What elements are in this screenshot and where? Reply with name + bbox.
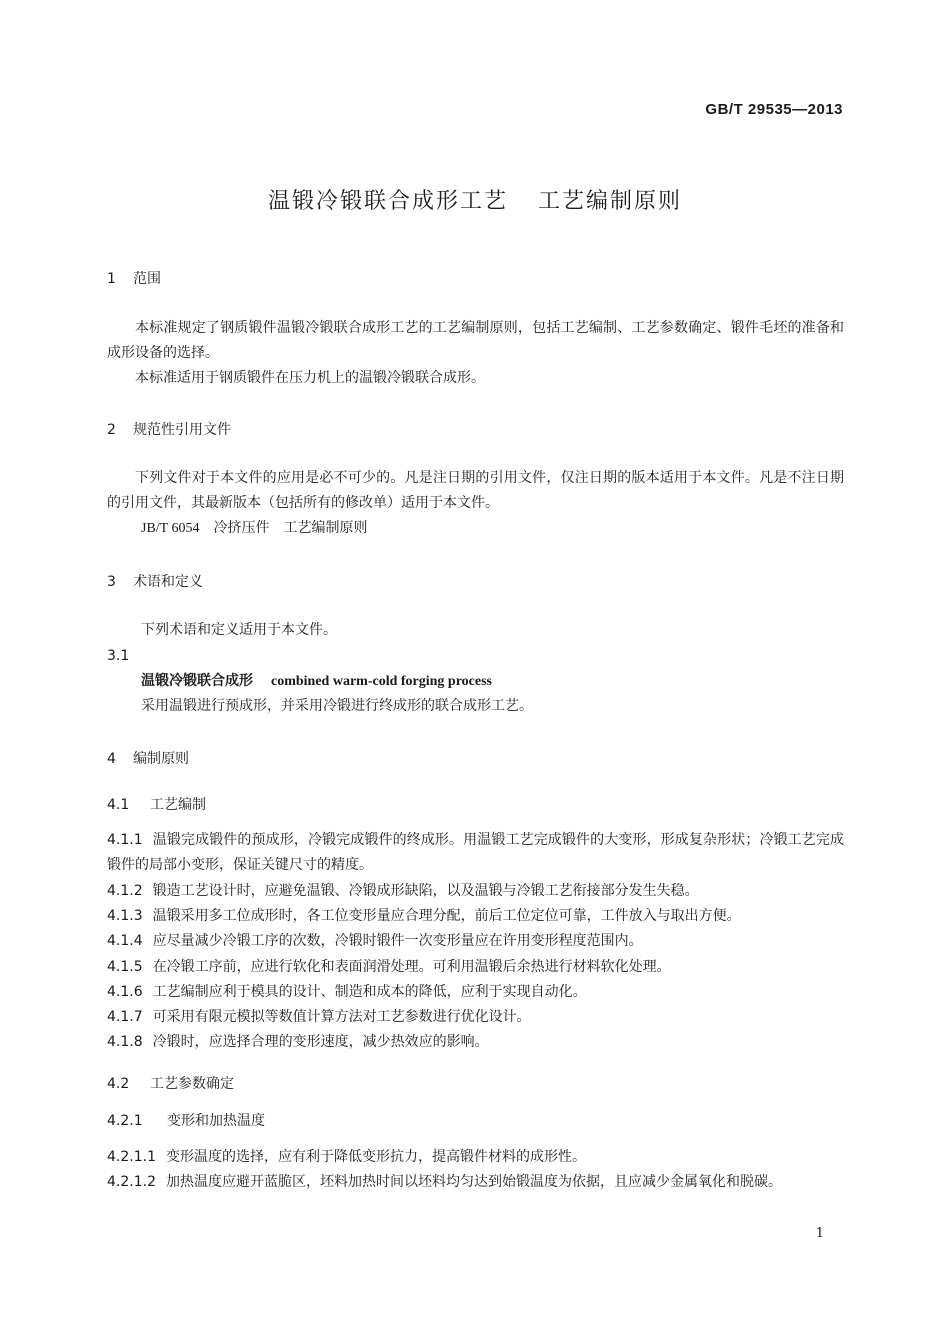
references-paragraph: 下列文件对于本文件的应用是必不可少的。凡是注日期的引用文件，仅注日期的版本适用于本文件。凡是不注日期的引用文件，其最新版本（包括所有的修改单）适用于本文件。: [107, 470, 844, 511]
term-english: combined warm-cold forging process: [271, 674, 492, 689]
clause-4-1-7: [107, 1005, 844, 1030]
clause-text: 应尽量减少冷锻工序的次数，冷锻时锻件一次变形量应在许用变形程度范围内。: [152, 933, 643, 949]
section-heading-principles: [107, 748, 189, 768]
subsection-heading-parameters: [107, 1073, 234, 1093]
section-title: 规范性引用文件: [133, 422, 231, 438]
reference-title-1: 冷挤压件: [213, 520, 270, 536]
clause-number: 4.1.7: [107, 1009, 143, 1025]
clause-text: 锻造工艺设计时，应避免温锻、冷锻成形缺陷，以及温锻与冷锻工艺衔接部分发生失稳。: [152, 883, 699, 899]
section-number: 4: [107, 751, 116, 767]
clause-4-1-6: [107, 980, 844, 1005]
reference-entry: [141, 516, 367, 541]
clause-4-1-3: [107, 904, 844, 929]
clause-text: 在冷锻工序前，应进行软化和表面润滑处理。可利用温锻后余热进行材料软化处理。: [152, 959, 671, 975]
term-entry: [141, 669, 492, 694]
scope-paragraph-1: 本标准规定了钢质锻件温锻冷锻联合成形工艺的工艺编制原则，包括工艺编制、工艺参数确定、锻件毛坯的准备和成形设备的选择。: [107, 320, 844, 361]
section-number: 2: [107, 422, 116, 438]
clause-number: 4.1.6: [107, 984, 143, 1000]
section-number: 1: [107, 271, 116, 287]
clause-number: 4.2.1.2: [107, 1174, 156, 1190]
clause-4-1-8: [107, 1030, 844, 1055]
section-title: 范围: [133, 271, 161, 287]
clause-number: 4.1.1: [107, 832, 143, 848]
subsection-number: 4.2: [107, 1076, 130, 1092]
section-title: 编制原则: [133, 751, 189, 767]
clause-4-1-4: [107, 929, 844, 954]
clause-number: 4.2.1.1: [107, 1149, 156, 1165]
clause-text: 温锻采用多工位成形时，各工位变形量应合理分配，前后工位定位可靠，工件放入与取出方便。: [152, 908, 741, 924]
clause-text: 可采用有限元模拟等数值计算方法对工艺参数进行优化设计。: [152, 1009, 531, 1025]
section-heading-scope: [107, 268, 161, 288]
clause-number: 4.1.4: [107, 933, 143, 949]
clause-4-1-1: [107, 828, 844, 878]
document-title: [0, 184, 950, 215]
clause-number: 4.1.3: [107, 908, 143, 924]
section-number: 3: [107, 574, 116, 590]
term-number: 3.1: [107, 648, 130, 664]
subsubsection-heading-temperature: [107, 1110, 265, 1130]
term-definition: 采用温锻进行预成形，并采用冷锻进行终成形的联合成形工艺。: [141, 698, 533, 714]
clause-number: 4.1.5: [107, 959, 143, 975]
clause-4-1-2: [107, 879, 844, 904]
reference-code: JB/T 6054: [141, 521, 200, 536]
subsection-title: 工艺编制: [150, 797, 206, 813]
clause-text: 工艺编制应利于模具的设计、制造和成本的降低，应利于实现自动化。: [152, 984, 587, 1000]
scope-paragraph-2: 本标准适用于钢质锻件在压力机上的温锻冷锻联合成形。: [135, 370, 485, 386]
clause-text: 变形温度的选择，应有利于降低变形抗力，提高锻件材料的成形性。: [165, 1149, 586, 1165]
clause-text: 加热温度应避开蓝脆区，坯料加热时间以坯料均匀达到始锻温度为依据，且应减少金属氧化和脱碳。: [165, 1174, 782, 1190]
title-part1: 温锻冷锻联合成形工艺: [267, 189, 508, 214]
terms-intro: 下列术语和定义适用于本文件。: [141, 622, 337, 638]
subsubsection-title: 变形和加热温度: [167, 1113, 265, 1129]
term-chinese: 温锻冷锻联合成形: [141, 673, 253, 689]
subsection-title: 工艺参数确定: [150, 1076, 234, 1092]
subsection-number: 4.1: [107, 797, 130, 813]
clause-number: 4.1.8: [107, 1034, 143, 1050]
clause-4-1-5: [107, 955, 844, 980]
clause-number: 4.1.2: [107, 883, 143, 899]
clause-4-2-1-2: [107, 1170, 844, 1195]
subsubsection-number: 4.2.1: [107, 1113, 143, 1129]
section-title: 术语和定义: [133, 574, 203, 590]
clause-text: 冷锻时，应选择合理的变形速度，减少热效应的影响。: [152, 1034, 489, 1050]
reference-title-2: 工艺编制原则: [283, 520, 368, 536]
page-number: 1: [815, 1226, 824, 1241]
section-heading-normative-references: [107, 419, 231, 439]
subsection-heading-process-design: [107, 794, 206, 814]
standard-code: GB/T 29535—2013: [705, 101, 843, 118]
section-heading-terms: [107, 571, 203, 591]
clause-text: 温锻完成锻件的预成形，冷锻完成锻件的终成形。用温锻工艺完成锻件的大变形，形成复杂形状；冷锻工艺完成锻件的局部小变形，保证关键尺寸的精度。: [107, 832, 844, 873]
title-part2: 工艺编制原则: [538, 189, 683, 214]
clause-4-2-1-1: [107, 1145, 844, 1170]
